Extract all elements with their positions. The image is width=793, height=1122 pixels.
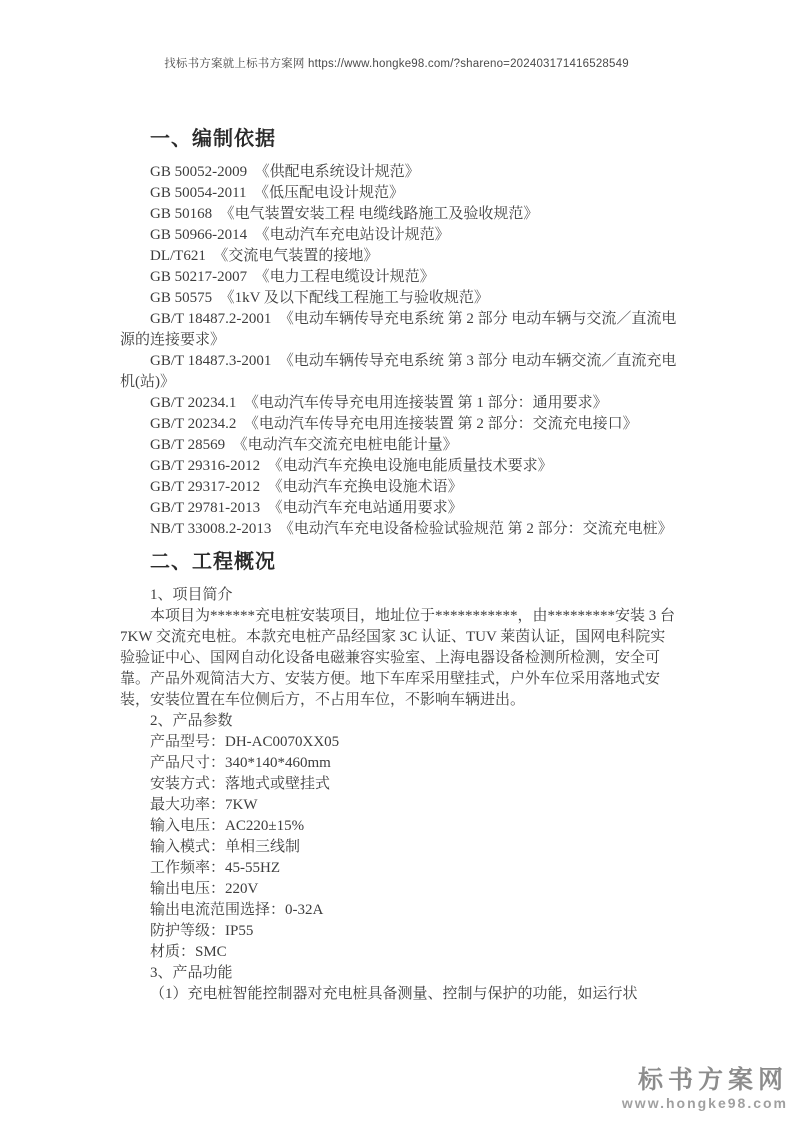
parameter-item: 产品尺寸：340*140*460mm — [150, 755, 331, 771]
standard-item: NB/T 33008.2-2013 《电动汽车充电设备检验试验规范 第 2 部分：交流充电桩》 — [150, 521, 673, 537]
parameter-item: 最大功率：7KW — [150, 797, 258, 813]
section-1-title: 一、编制依据 — [150, 128, 276, 150]
watermark-site-name: 标书方案网 — [637, 1066, 788, 1094]
subsection-title-product-functions: 3、产品功能 — [150, 965, 233, 981]
standard-item: GB/T 28569 《电动汽车交流充电桩电能计量》 — [150, 437, 458, 453]
standard-item: GB 50054-2011 《低压配电设计规范》 — [150, 185, 405, 201]
standard-item: GB/T 29316-2012 《电动汽车充换电设施电能质量技术要求》 — [150, 458, 553, 474]
standard-item: GB/T 29317-2012 《电动汽车充换电设施术语》 — [150, 479, 463, 495]
parameter-item: 材质：SMC — [150, 944, 227, 960]
standard-item: GB 50217-2007 《电力工程电缆设计规范》 — [150, 269, 435, 285]
parameter-item: 防护等级：IP55 — [150, 923, 254, 939]
parameter-item: 输出电压：220V — [150, 881, 259, 897]
standard-item: GB/T 20234.1 《电动汽车传导充电用连接装置 第 1 部分：通用要求》 — [150, 395, 608, 411]
standard-item: GB 50052-2009 《供配电系统设计规范》 — [150, 164, 420, 180]
standard-item: GB 50168 《电气装置安装工程 电缆线路施工及验收规范》 — [150, 206, 539, 222]
parameter-item: 产品型号：DH-AC0070XX05 — [150, 734, 340, 750]
subsection-title-product-parameters: 2、产品参数 — [150, 713, 233, 729]
watermark-site-url: www.hongke98.com — [621, 1095, 788, 1111]
standard-item: GB/T 18487.2-2001 《电动车辆传导充电系统 第 2 部分 电动车辆与交流／直流电源的连接要求》 — [120, 311, 677, 348]
section-2-title: 二、工程概况 — [150, 551, 276, 573]
parameter-item: 输出电流范围选择：0-32A — [150, 902, 324, 918]
standard-item: GB 50575 《1kV 及以下配线工程施工与验收规范》 — [150, 290, 489, 306]
standard-item: DL/T621 《交流电气装置的接地》 — [150, 248, 379, 264]
parameter-item: 安装方式：落地式或壁挂式 — [150, 776, 331, 792]
parameter-item: 输入电压：AC220±15% — [150, 818, 305, 834]
parameter-item: 输入模式：单相三线制 — [150, 839, 301, 855]
standard-item: GB 50966-2014 《电动汽车充电站设计规范》 — [150, 227, 450, 243]
project-intro-paragraph: 本项目为******充电桩安装项目，地址位于***********，由*********安装 3 台 7KW 交流充电桩。本款充电桩产品经国家 3C 认证、TUV 莱茵认证，国网电科院实验验证中心、国网自动化设备电磁兼容实验室、上海电器设备检测所检测，安全可靠。产品外观简洁大方、安装方便。地下车库采用壁挂式，户外车位采用落地式安装，安装位置在车位侧后方，不占用车位，不影响车辆进出。 — [120, 608, 679, 708]
standard-item: GB/T 18487.3-2001 《电动车辆传导充电系统 第 3 部分 电动车辆交流／直流充电机(站)》 — [120, 353, 677, 390]
site-watermark — [622, 1066, 788, 1112]
standard-item: GB/T 29781-2013 《电动汽车充电站通用要求》 — [150, 500, 463, 516]
standard-item: GB/T 20234.2 《电动汽车传导充电用连接装置 第 2 部分：交流充电接口》 — [150, 416, 638, 432]
header-source-line: 找标书方案就上标书方案网 https://www.hongke98.com/?shareno=202403171416528549 — [164, 58, 629, 70]
subsection-title-project-intro: 1、项目简介 — [150, 587, 233, 603]
parameter-item: 工作频率：45-55HZ — [150, 860, 280, 876]
product-function-line: （1）充电桩智能控制器对充电桩具备测量、控制与保护的功能，如运行状 — [150, 986, 638, 1002]
document-body — [120, 126, 677, 1005]
